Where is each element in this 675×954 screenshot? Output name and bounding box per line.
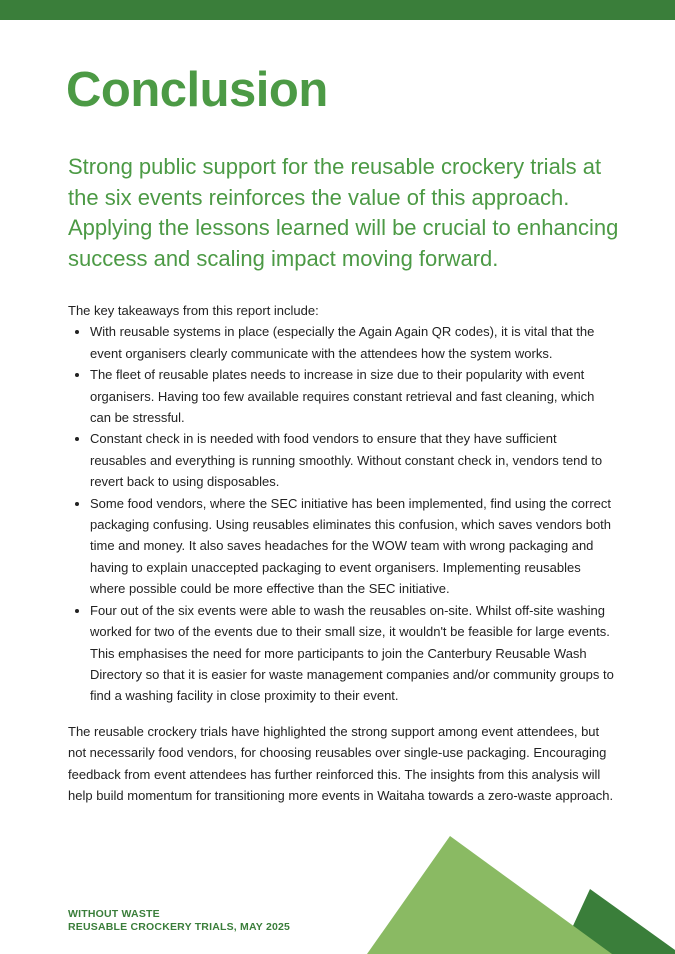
takeaways-intro: The key takeaways from this report include: — [68, 303, 319, 318]
list-item: • Some food vendors, where the SEC initiative has been implemented, find using the correct packaging confusing. Using reusables eliminates this confusion, which saves vendors both time and money. It also saves headaches for the WOW team with wrong packaging and having to explain unaccepted packaging to event organisers. Implementing reusables where possible could be more effective than the SEC initiative. — [90, 493, 616, 600]
list-item: • Constant check in is needed with food vendors to ensure that they have sufficient reusables and everything is running smoothly. Without constant check in, vendors tend to revert back to using disposables. — [90, 428, 616, 492]
footer-org: WITHOUT WASTE — [68, 908, 160, 920]
light-mountain — [367, 836, 612, 954]
footer-report: REUSABLE CROCKERY TRIALS, MAY 2025 — [68, 921, 291, 933]
list-item: • With reusable systems in place (especially the Again Again QR codes), it is vital that the event organisers clearly communicate with the attendees how the system works. — [90, 321, 616, 364]
page-title: Conclusion — [66, 63, 328, 117]
list-item: • Four out of the six events were able to wash the reusables on-site. Whilst off-site washing worked for two of the events due to their small size, it wouldn't be feasible for large events. This emphasises the need for more participants to join the Canterbury Reusable Wash Directory so that it is easier for waste management companies and/or community groups to find a washing facility in close proximity to their event. — [90, 600, 616, 707]
list-item: • The fleet of reusable plates needs to increase in size due to their popularity with event organisers. Having too few available requires constant retrieval and fast cleaning, which can be stressful. — [90, 364, 616, 428]
closing-paragraph: The reusable crockery trials have highlighted the strong support among event attendees, but not necessarily food vendors, for choosing reusables over single-use packaging. Encouraging feedback from event attendees has further reinforced this. The insights from this analysis will help build momentum for transitioning more events in Waitaha towards a zero-waste approach. — [68, 723, 614, 803]
lead-paragraph: Strong public support for the reusable crockery trials at the six events reinforces the value of this approach. Applying the lessons learned will be crucial to enhancing success and scaling impact moving forward. — [68, 154, 619, 271]
